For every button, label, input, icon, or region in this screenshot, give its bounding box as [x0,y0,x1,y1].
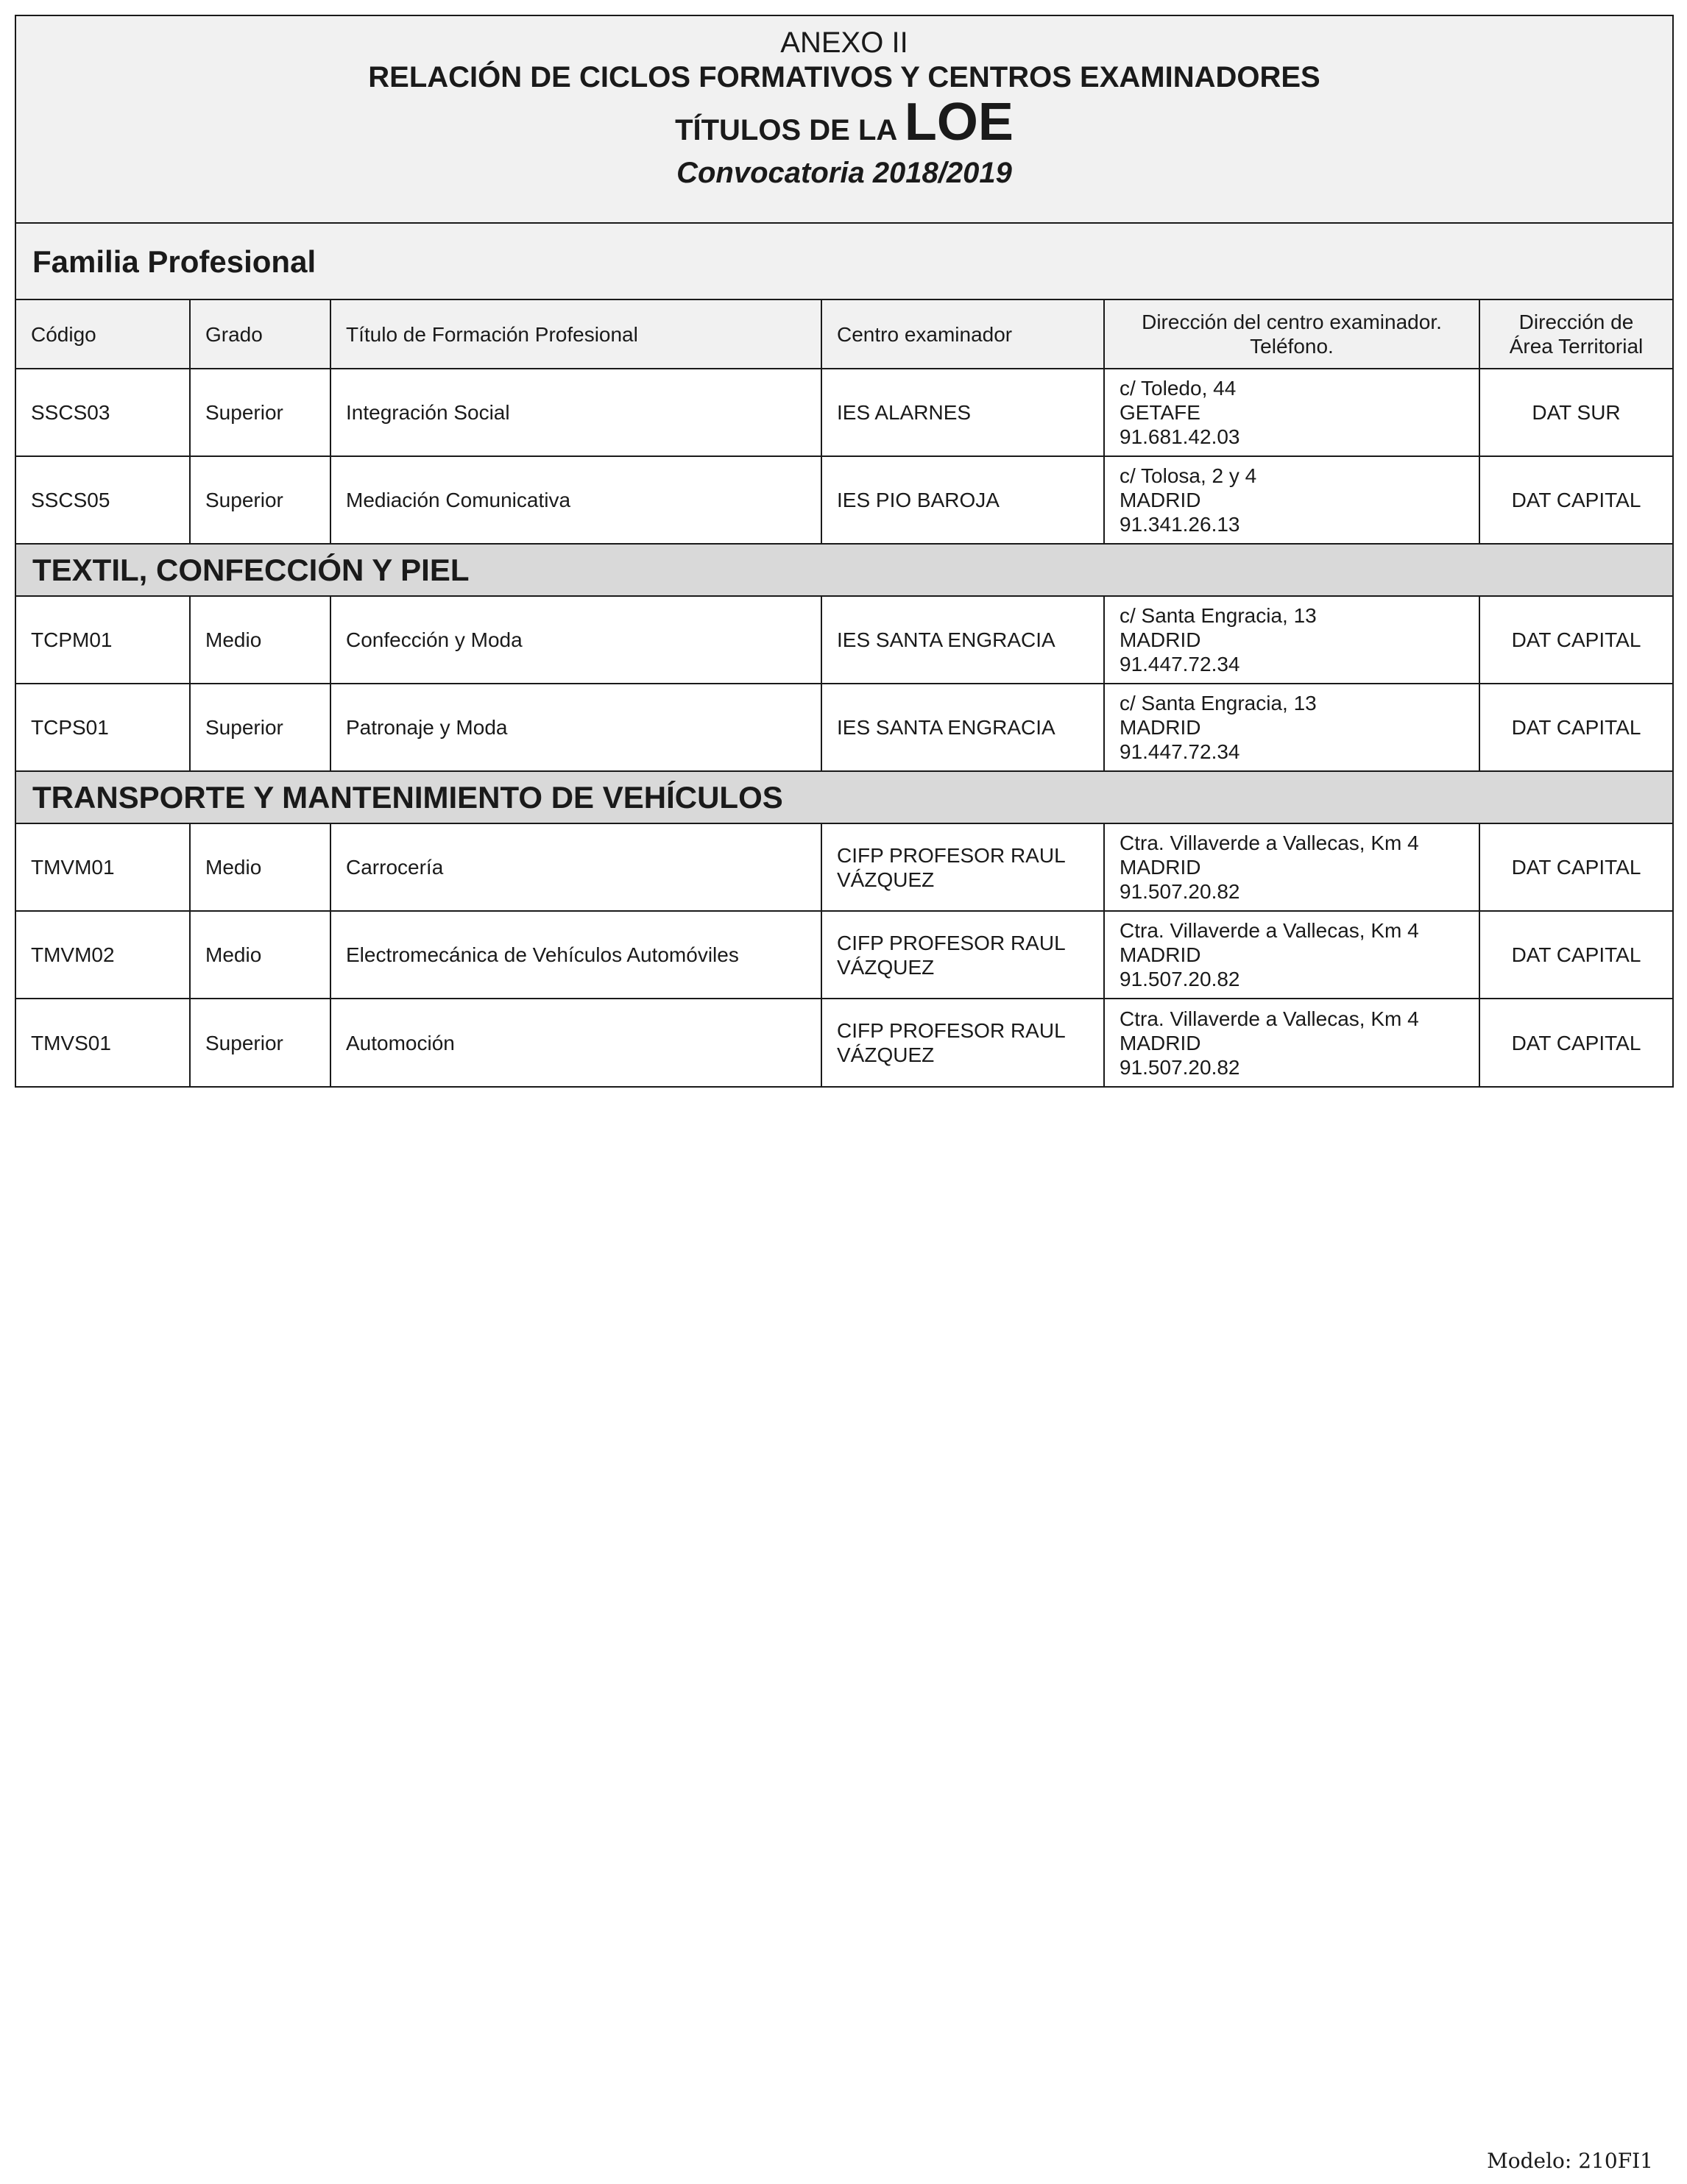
col-header-titulo: Título de Formación Profesional [330,300,821,369]
cell-dat: DAT CAPITAL [1479,823,1672,911]
col-header-dat: Dirección de Área Territorial [1479,300,1672,369]
col-header-grado: Grado [190,300,330,369]
cell-codigo: TMVS01 [16,999,190,1086]
title-block [16,16,1672,224]
cell-dat: DAT SUR [1479,369,1672,456]
convocatoria-title: Convocatoria 2018/2019 [676,157,1012,189]
cycles-table [16,300,1672,1086]
cell-grado: Medio [190,823,330,911]
section-row [16,771,1672,823]
table-header-row [16,300,1672,369]
cell-centro: IES SANTA ENGRACIA [821,684,1104,771]
cell-titulo: Electromecánica de Vehículos Automóviles [330,911,821,999]
cell-titulo: Mediación Comunicativa [330,456,821,544]
cell-grado: Superior [190,456,330,544]
section-title: TRANSPORTE Y MANTENIMIENTO DE VEHÍCULOS [16,771,1672,823]
relation-title: RELACIÓN DE CICLOS FORMATIVOS Y CENTROS EXAMINADORES [368,61,1320,93]
table-row [16,456,1672,544]
table-row [16,596,1672,684]
cell-dat: DAT CAPITAL [1479,684,1672,771]
titles-law: LOE [904,93,1014,152]
titles-prefix: TÍTULOS DE LA [675,114,896,146]
table-row [16,823,1672,911]
cell-dat: DAT CAPITAL [1479,911,1672,999]
cell-titulo: Confección y Moda [330,596,821,684]
cell-titulo: Carrocería [330,823,821,911]
table-row [16,999,1672,1086]
cell-codigo: TCPM01 [16,596,190,684]
cell-direccion: c/ Santa Engracia, 13 MADRID 91.447.72.34 [1104,596,1479,684]
cell-direccion: Ctra. Villaverde a Vallecas, Km 4 MADRID 91.507.20.82 [1104,823,1479,911]
section-title: TEXTIL, CONFECCIÓN Y PIEL [16,544,1672,596]
cell-grado: Medio [190,911,330,999]
cell-grado: Superior [190,684,330,771]
table-row [16,369,1672,456]
cell-codigo: SSCS03 [16,369,190,456]
cell-dat: DAT CAPITAL [1479,596,1672,684]
cell-grado: Superior [190,369,330,456]
table-row [16,911,1672,999]
cell-codigo: TCPS01 [16,684,190,771]
cell-direccion: c/ Tolosa, 2 y 4 MADRID 91.341.26.13 [1104,456,1479,544]
cell-titulo: Integración Social [330,369,821,456]
cell-centro: CIFP PROFESOR RAUL VÁZQUEZ [821,911,1104,999]
cell-direccion: c/ Santa Engracia, 13 MADRID 91.447.72.34 [1104,684,1479,771]
col-header-codigo: Código [16,300,190,369]
model-footer: Modelo: 210FI1 [1487,2149,1653,2173]
cell-titulo: Patronaje y Moda [330,684,821,771]
cell-dat: DAT CAPITAL [1479,456,1672,544]
cell-grado: Medio [190,596,330,684]
cycles-table-body [16,300,1672,1086]
cell-codigo: TMVM02 [16,911,190,999]
annex-title: ANEXO II [780,26,908,59]
cell-codigo: TMVM01 [16,823,190,911]
cell-grado: Superior [190,999,330,1086]
cell-direccion: Ctra. Villaverde a Vallecas, Km 4 MADRID 91.507.20.82 [1104,911,1479,999]
cell-centro: IES PIO BAROJA [821,456,1104,544]
cell-codigo: SSCS05 [16,456,190,544]
cell-direccion: c/ Toledo, 44 GETAFE 91.681.42.03 [1104,369,1479,456]
cell-centro: IES SANTA ENGRACIA [821,596,1104,684]
cell-centro: CIFP PROFESOR RAUL VÁZQUEZ [821,823,1104,911]
document-sheet [15,15,1674,1088]
cell-dat: DAT CAPITAL [1511,1031,1641,1054]
col-header-direccion: Dirección del centro examinador. Teléfono. [1104,300,1479,369]
cell-centro: CIFP PROFESOR RAUL VÁZQUEZ [821,999,1104,1086]
table-row [16,684,1672,771]
family-label: Familia Profesional [16,224,1672,300]
titles-heading [16,93,1672,157]
section-row [16,544,1672,596]
cell-titulo: Automoción [330,999,821,1086]
cell-centro: IES ALARNES [821,369,1104,456]
cell-direccion: Ctra. Villaverde a Vallecas, Km 4 MADRID 91.507.20.82 [1104,999,1479,1086]
col-header-centro: Centro examinador [821,300,1104,369]
